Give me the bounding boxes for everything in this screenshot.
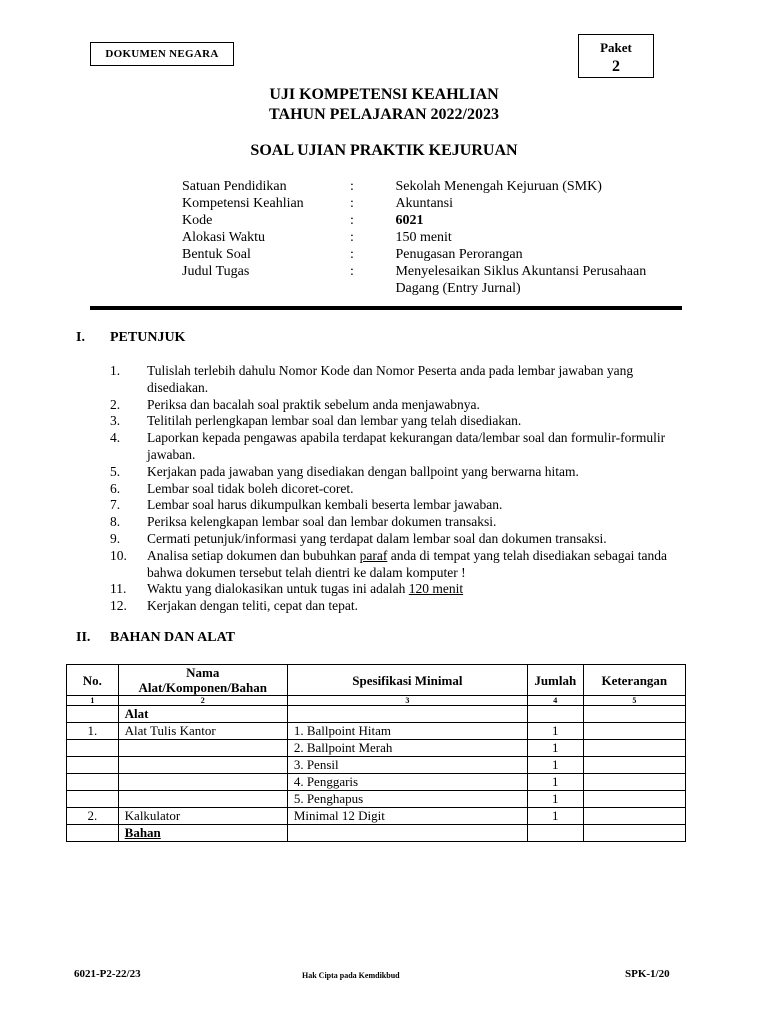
cell-keterangan (583, 740, 685, 757)
cell-spek: Minimal 12 Digit (287, 808, 527, 825)
instruction-text-part: Waktu yang dialokasikan untuk tugas ini adalah (147, 581, 409, 597)
cell-jumlah: 1 (527, 723, 583, 740)
instruction-number: 12. (110, 598, 127, 614)
column-header: Jumlah (527, 665, 583, 696)
cell-keterangan (583, 825, 685, 842)
cell-spek: 4. Penggaris (287, 774, 527, 791)
cell-spek: 5. Penghapus (287, 791, 527, 808)
cell-no (67, 740, 119, 757)
instruction-number: 8. (110, 514, 121, 530)
cell-spek: 1. Ballpoint Hitam (287, 723, 527, 740)
column-header: Nama Alat/Komponen/Bahan (118, 665, 287, 696)
section-number: II. (76, 630, 91, 645)
instruction-text: Laporkan kepada pengawas apabila terdapat kekurangan data/lembar soal dan formulir-formulir jawaban. (147, 430, 666, 462)
instruction-underlined-text: 120 menit (408, 581, 464, 597)
cell-jumlah: 1 (527, 740, 583, 757)
info-colon: : (349, 179, 354, 194)
info-colon: : (349, 196, 354, 211)
instruction-number: 1. (110, 363, 121, 378)
cell-jumlah: 1 (527, 757, 583, 774)
cell-nama: Bahan (118, 825, 287, 842)
instruction-text: Periksa dan bacalah soal praktik sebelum anda menjawabnya. (147, 396, 480, 412)
column-index: 4 (527, 696, 583, 706)
table-header-row (67, 665, 686, 696)
info-row (182, 246, 682, 263)
cell-no: 2. (67, 808, 119, 825)
cell-spek: 3. Pensil (287, 757, 527, 774)
section-title: BAHAN DAN ALAT (110, 630, 235, 645)
instruction-number: 5. (110, 463, 121, 479)
horizontal-divider (90, 306, 682, 310)
cell-keterangan (583, 774, 685, 791)
cell-no (67, 791, 119, 808)
cell-no (67, 825, 119, 842)
instruction-item (110, 413, 690, 430)
column-index: 1 (67, 696, 119, 706)
info-value: 6021 (395, 213, 424, 228)
instruction-item (110, 548, 690, 582)
instruction-list (110, 363, 690, 615)
instruction-text-part: anda di tempat yang telah disediakan sebagai tanda bahwa dokumen tersebut telah dientri ke dalam komputer ! (147, 547, 667, 580)
cell-spek (287, 825, 527, 842)
info-value: 150 menit (395, 230, 452, 245)
section-heading-petunjuk (76, 330, 185, 346)
footer-copyright: Hak Cipta pada Kemdikbud (302, 971, 400, 980)
table-row (67, 740, 686, 757)
info-value: Menyelesaikan Siklus Akuntansi Perusahaan Dagang (Entry Jurnal) (395, 264, 647, 296)
instruction-item (110, 581, 690, 598)
section-title: PETUNJUK (110, 330, 186, 345)
instruction-text: Telitilah perlengkapan lembar soal dan lembar yang telah disediakan. (147, 413, 522, 429)
cell-no (67, 757, 119, 774)
cell-jumlah: 1 (527, 774, 583, 791)
cell-nama: Alat Tulis Kantor (118, 723, 287, 740)
column-header: No. (67, 665, 119, 696)
instruction-number: 7. (110, 497, 121, 513)
cell-keterangan (583, 757, 685, 774)
instruction-number: 3. (110, 413, 121, 429)
instruction-item (110, 531, 690, 548)
cell-nama: Kalkulator (118, 808, 287, 825)
cell-keterangan (583, 723, 685, 740)
info-colon: : (349, 247, 354, 262)
cell-keterangan (583, 791, 685, 808)
document-classification-label: DOKUMEN NEGARA (90, 42, 234, 66)
info-value: Penugasan Perorangan (395, 247, 523, 262)
info-row (182, 178, 682, 195)
instruction-text-part: Analisa setiap dokumen dan bubuhkan (147, 547, 360, 563)
info-row (182, 212, 682, 229)
paket-number: 2 (612, 58, 620, 75)
instruction-item (110, 397, 690, 414)
instruction-text: Kerjakan pada jawaban yang disediakan dengan ballpoint yang berwarna hitam. (147, 463, 579, 479)
info-colon: : (349, 230, 354, 245)
column-header: Spesifikasi Minimal (287, 665, 527, 696)
info-label: Kode (182, 213, 213, 228)
info-label: Bentuk Soal (182, 247, 251, 262)
cell-no (67, 774, 119, 791)
instruction-number: 10. (110, 547, 127, 563)
paket-label: Paket (600, 40, 632, 55)
info-label: Alokasi Waktu (182, 230, 265, 245)
instruction-item (110, 464, 690, 481)
exam-title: UJI KOMPETENSI KEAHLIAN (269, 86, 499, 103)
info-colon: : (349, 264, 354, 279)
table-row (67, 791, 686, 808)
instruction-number: 11. (110, 581, 127, 597)
instruction-text: Kerjakan dengan teliti, cepat dan tepat. (147, 598, 359, 614)
academic-year: TAHUN PELAJARAN 2022/2023 (269, 106, 499, 123)
cell-no: 1. (67, 723, 119, 740)
table-row (67, 774, 686, 791)
instruction-text (147, 581, 690, 598)
instruction-number: 9. (110, 530, 121, 546)
footer-page-number: SPK-1/20 (625, 968, 670, 980)
instruction-underlined-text: paraf (359, 547, 388, 563)
instruction-item (110, 598, 690, 615)
section-number: I. (76, 330, 85, 345)
info-row (182, 195, 682, 212)
info-value: Akuntansi (395, 196, 453, 211)
section-heading-bahan-dan-alat (76, 630, 235, 646)
instruction-item (110, 497, 690, 514)
cell-spek: 2. Ballpoint Merah (287, 740, 527, 757)
instruction-number: 6. (110, 480, 121, 496)
instruction-text (147, 548, 690, 582)
info-label: Judul Tugas (182, 264, 250, 279)
column-index: 3 (287, 696, 527, 706)
info-label: Satuan Pendidikan (182, 179, 287, 194)
cell-spek (287, 706, 527, 723)
instruction-number: 4. (110, 430, 121, 446)
info-row (182, 263, 682, 297)
instruction-text: Lembar soal harus dikumpulkan kembali beserta lembar jawaban. (147, 497, 503, 513)
instruction-item (110, 514, 690, 531)
instruction-text: Tulislah terlebih dahulu Nomor Kode dan Nomor Peserta anda pada lembar jawaban yang disediakan. (147, 363, 634, 395)
cell-nama (118, 791, 287, 808)
instruction-text: Periksa kelengkapan lembar soal dan lembar dokumen transaksi. (147, 514, 497, 530)
cell-jumlah: 1 (527, 791, 583, 808)
cell-nama (118, 774, 287, 791)
table-row (67, 706, 686, 723)
exam-info-block (182, 178, 682, 297)
table-row (67, 808, 686, 825)
instruction-item (110, 363, 690, 397)
cell-jumlah (527, 825, 583, 842)
column-index: 2 (118, 696, 287, 706)
info-colon: : (349, 213, 354, 228)
cell-jumlah (527, 706, 583, 723)
cell-nama: Alat (118, 706, 287, 723)
cell-keterangan (583, 808, 685, 825)
exam-subtitle: SOAL UJIAN PRAKTIK KEJURUAN (250, 142, 518, 159)
instruction-item (110, 481, 690, 498)
instruction-text: Cermati petunjuk/informasi yang terdapat dalam lembar soal dan dokumen transaksi. (147, 530, 607, 546)
cell-no (67, 706, 119, 723)
instruction-number: 2. (110, 396, 121, 412)
cell-nama (118, 757, 287, 774)
footer-document-code: 6021-P2-22/23 (74, 968, 141, 980)
table-row (67, 723, 686, 740)
instruction-item (110, 430, 690, 464)
cell-jumlah: 1 (527, 808, 583, 825)
column-header: Keterangan (583, 665, 685, 696)
info-value: Sekolah Menengah Kejuruan (SMK) (395, 179, 602, 194)
instruction-text: Lembar soal tidak boleh dicoret-coret. (147, 480, 354, 496)
table-row (67, 757, 686, 774)
materials-table (66, 664, 686, 842)
paket-box (578, 34, 654, 78)
cell-keterangan (583, 706, 685, 723)
table-row (67, 825, 686, 842)
info-label: Kompetensi Keahlian (182, 196, 304, 211)
info-row (182, 229, 682, 246)
column-index: 5 (583, 696, 685, 706)
column-index-row (67, 696, 686, 706)
cell-nama (118, 740, 287, 757)
